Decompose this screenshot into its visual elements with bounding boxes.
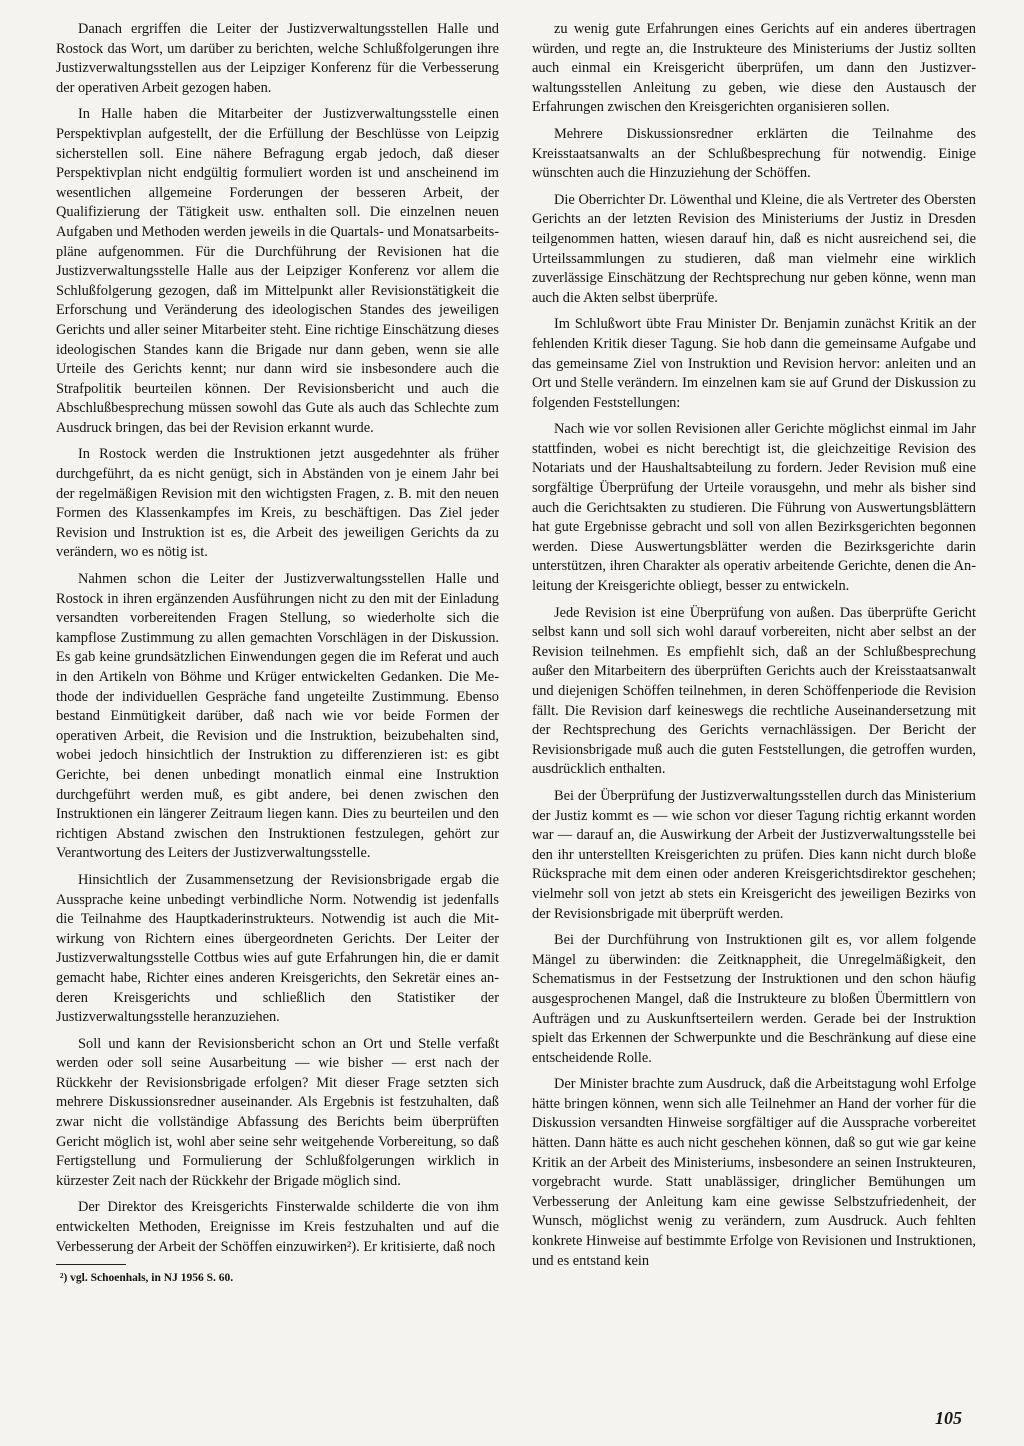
paragraph: Soll und kann der Revisionsbericht schon an Ort und Stelle verfaßt werden oder soll seine Ausarbeitung — wie bisher — erst nach der Rückkehr der Revisionsbrigade erfolgen? Mit dieser Frage setzten sich mehrere Diskussionsredner auseinander. Als Ergebnis ist festzuhalten, daß zwar nicht die vollständige Abfassung des Berichts beim überprüften Gericht möglich ist, wohl aber seine sehr weitgehende Vorbereitung, so daß Fertigstellung und Formulierung der Schlußfolgerungen wirklich in kürzester Zeit nach der Rückkehr der Brigade möglich sind. — [56, 1035, 499, 1189]
paragraph: Nahmen schon die Leiter der Justizverwaltungsstellen Halle und Rostock in ihren ergänzenden Ausführungen nicht zu den mit der Einladung versandten vorbereitenden Fragen Stellung, so wiederholte sich die kampflose Zustimmung zu allen gemachten Vorschlägen in der Diskussion. Es gab keine grundsätzlichen Einwendungen gegen die im Referat und auch in den Artikeln von Böhme und Krüger entwickelten Gedanken. Die Methode der individuellen Gespräche fand ungeteilte Zustimmung. Ebenso bestand Einmütigkeit darüber, daß nach wie vor beide Formen der operativen Arbeit, die Revision und die Instruktion, beizubehalten sind, wobei jedoch hinsichtlich der Instruktion zu differenzieren ist: es gibt Gerichte, bei denen unbedingt monatlich einmal eine Instruktion durchgeführt werden muß, es gibt andere, bei denen zwischen den Instruktionen ein längerer Zeitraum liegen kann. Dies zu beurteilen und den richtigen Abstand zwischen den Instruktionen festzulegen, gehört zur Verantwortung des Leiters der Justizverwaltungsstelle. — [56, 571, 499, 862]
paragraph: Bei der Durchführung von Instruktionen gilt es, vor allem folgende Mängel zu überwinden: die Zeitknappheit, die Unregelmäßigkeit, den Schematismus in der Festsetzung der Instruktionen und den schon häufig ausgesprochenen Mangel, daß die Instrukteure zu bloßen Übermittlern von Aufträgen und zu Auskunftserteilern werden. Gerade bei der Instruktion spielt das Erkennen der Schwerpunkte und die Beschränkung auf diese eine entscheidende Rolle. — [532, 932, 976, 1066]
paragraph: Nach wie vor sollen Revisionen aller Gerichte möglichst einmal im Jahr stattfinden, wobei es nicht berechtigt ist, die gleichzeitige Revision des Notariats und der Haushaltsabteilung zu fordern. Jeder Revision muß eine sorgfältige Überprüfung der Urteile vorausgehn, und mehr als bisher sind auch die Gerichtsakten zu studieren. Die Führung von Auswertungsblättern hat gute Ergebnisse gebracht und soll von allen Bezirksgerichten begonnen werden. Diese Auswertungsblätter werden die Bezirksgerichte darin unterstützen, ihren Charakter als operativ arbeitende Gerichte, denen die Anleitung der Kreisgerichte obliegt, besser zu entwickeln. — [532, 421, 976, 595]
paragraph: Im Schlußwort übte Frau Minister Dr. Benjamin zunächst Kritik an der fehlenden Kritik dieser Tagung. Sie hob dann die gemeinsame Aufgabe und das gemeinsame Ziel von Instruktion und Revision hervor: anleiten und an Ort und Stelle verändern. Im einzelnen kam sie auf Grund der Diskussion zu folgenden Feststellungen: — [532, 316, 976, 411]
paragraph: In Halle haben die Mitarbeiter der Justizverwaltungsstelle einen Perspektivplan aufgestellt, der die Erfüllung der Beschlüsse von Leipzig sicherstellen soll. Eine nähere Befragung ergab jedoch, daß dieser Perspektivplan nicht endgültig formuliert worden ist und anscheinend im wesentlichen allgemeine Forderungen der besseren Arbeit, der Qualifizierung der Tätigkeit usw. enthalten soll. Die einzelnen neuen Aufgaben und Methoden werden jeweils in die Quartals- und Monatsarbeitspläne aufgenommen. Für die Durchführung der Revisionen hat die Justizverwaltungsstelle Halle aus der Leipziger Konferenz vor allem die Schlußfolgerung gezogen, daß im Mittelpunkt aller Revisionstätigkeit die Erforschung und Veränderung des ideologischen Standes des jeweiligen Gerichts und aller seiner Mitarbeiter steht. Eine richtige Einschätzung dieses ideologischen Standes kann die Brigade nur dann geben, wenn sie alle Urteile des Gerichts kennt; nur dann wird sie insbesondere auch die Strafpolitik beurteilen können. Der Revisionsbericht und auch die Abschlußbesprechung müssen sowohl das Gute als auch das Schlechte zum Ausdruck bringen, das bei der Revision erkannt wurde. — [56, 106, 499, 436]
paragraph: zu wenig gute Erfahrungen eines Gerichts auf ein anderes übertragen würden, und regte an, die Instrukteure des Ministeriums der Justiz sollten auch einmal ein Kreisgericht überprüfen, um dann den Justizverwaltungsstellen Anleitung zu geben, wie diese den Austausch der Erfahrungen zwischen den Kreisgerichten organisieren sollen. — [532, 21, 976, 116]
left-column — [56, 20, 499, 1286]
paragraph: Der Direktor des Kreisgerichts Finsterwalde schilderte die von ihm entwickelten Methoden, Ereignisse im Kreis festzuhalten und auf die Verbesserung der Arbeit der Schöffen einzuwirken²). Er kritisierte, daß noch — [56, 1199, 499, 1255]
paragraph: In Rostock werden die Instruktionen jetzt ausgedehnter als früher durchgeführt, da es nicht genügt, sich in Abständen von je einem Jahr bei der regelmäßigen Revision mit den wichtigsten Fragen, z. B. mit den neuen Formen des Klassenkampfes im Kreis, zu beschäftigen. Das Ziel jeder Revision und Instruktion ist es, die Arbeit des jeweiligen Gerichts da zu verändern, wo es nötig ist. — [56, 446, 499, 561]
page-number: 105 — [935, 1408, 962, 1428]
paragraph: Bei der Überprüfung der Justizverwaltungsstellen durch das Ministerium der Justiz kommt es — wie schon vor dieser Tagung richtig erkannt worden war — darauf an, die Auswirkung der Arbeit der Justizverwaltungsstelle bei den ihr unterstellten Kreisgerichten zu prüfen. Dies kann nicht durch bloße Rücksprache mit dem einen oder anderen Kreisgerichtsdirektor geschehen; vielmehr soll von jetzt ab stets ein Kreisgericht des jeweiligen Bezirks von der Revisionsbrigade mit überprüft werden. — [532, 787, 976, 922]
right-column — [532, 20, 976, 1278]
paragraph: Hinsichtlich der Zusammensetzung der Revisionsbrigade ergab die Aussprache keine unbedingt verbindliche Norm. Notwendig ist jedenfalls die Teilnahme des Hauptkaderinstrukteurs. Notwendig ist auch die Mitwirkung von Richtern eines übergeordneten Gerichts. Der Leiter der Justizverwaltungsstelle Cottbus wies auf gute Erfahrungen hin, die er damit gemacht habe, Richter eines anderen Kreisgerichts, den Sekretär eines anderen Kreisgerichts und schließlich den Statistiker der Justizverwaltungsstelle heranzuziehen. — [56, 871, 499, 1026]
footnote-divider — [56, 1264, 126, 1265]
paragraph: Mehrere Diskussionsredner erklärten die Teilnahme des Kreisstaatsanwalts an der Schlußbesprechung für notwendig. Einige wünschten auch die Hinzuziehung der Schöffen. — [532, 125, 976, 182]
paragraph: Jede Revision ist eine Überprüfung von außen. Das überprüfte Gericht selbst kann und soll sich wohl darauf vorbereiten, nicht aber selbst an der Revision teilnehmen. Es empfiehlt sich, daß an der Schlußbesprechung außer den Mitarbeitern des überprüften Gerichts auch der Kreisstaatsanwalt und diejenigen Schöffen teilnehmen, in deren Schöffenperiode die Revision fällt. Die Revision darf keineswegs die rechtliche Auseinandersetzung mit der Rechtsprechung des Gerichts vernachlässigen. Der Bericht der Revisionsbrigade muß auch die guten Feststellungen, die getroffen wurden, ausdrücklich enthalten. — [532, 604, 976, 778]
paragraph: Der Minister brachte zum Ausdruck, daß die Arbeitstagung wohl Erfolge hätte bringen können, wenn sich alle Teilnehmer an Hand der vorher für die Diskussion versandten Hinweise sorgfältiger auf die Aussprache vorbereitet hätten. Dann hätte es auch nicht geschehen können, daß so gut wie gar keine Kritik an der Arbeit des Ministeriums, insbesondere an seinen Instrukteuren, vorgebracht wurde. Statt unablässiger, dringlicher Bemühungen um Verbesserung der Anleitung kam eine gewisse Selbstzufriedenheit, der Wunsch, möglichst wenig zu verändern, zum Ausdruck. Auch fehlten konkrete Hinweise auf bestimmte Erfolge von Revisionen und Instruktionen, und es entstand kein — [532, 1076, 976, 1269]
paragraph: Die Oberrichter Dr. Löwenthal und Kleine, die als Vertreter des Obersten Gerichts an der letzten Revision des Ministeriums der Justiz in Dresden teilgenommen hatten, wiesen darauf hin, daß es nicht ausreichend sei, die Urteilssammlungen zu studieren, daß man vielmehr eine wirklich zuverlässige Einschätzung der Rechtsprechung nur geben könne, wenn man auch die Akten selbst überprüfe. — [532, 191, 976, 306]
footnote: ²) vgl. Schoenhals, in NJ 1956 S. 60. — [60, 1272, 234, 1285]
paragraph: Danach ergriffen die Leiter der Justizverwaltungsstellen Halle und Rostock das Wort, um darüber zu berichten, welche Schlußfolgerungen ihre Justizverwaltungsstellen aus der Leipziger Konferenz für die Verbesserung der operativen Arbeit gezogen haben. — [56, 21, 499, 96]
